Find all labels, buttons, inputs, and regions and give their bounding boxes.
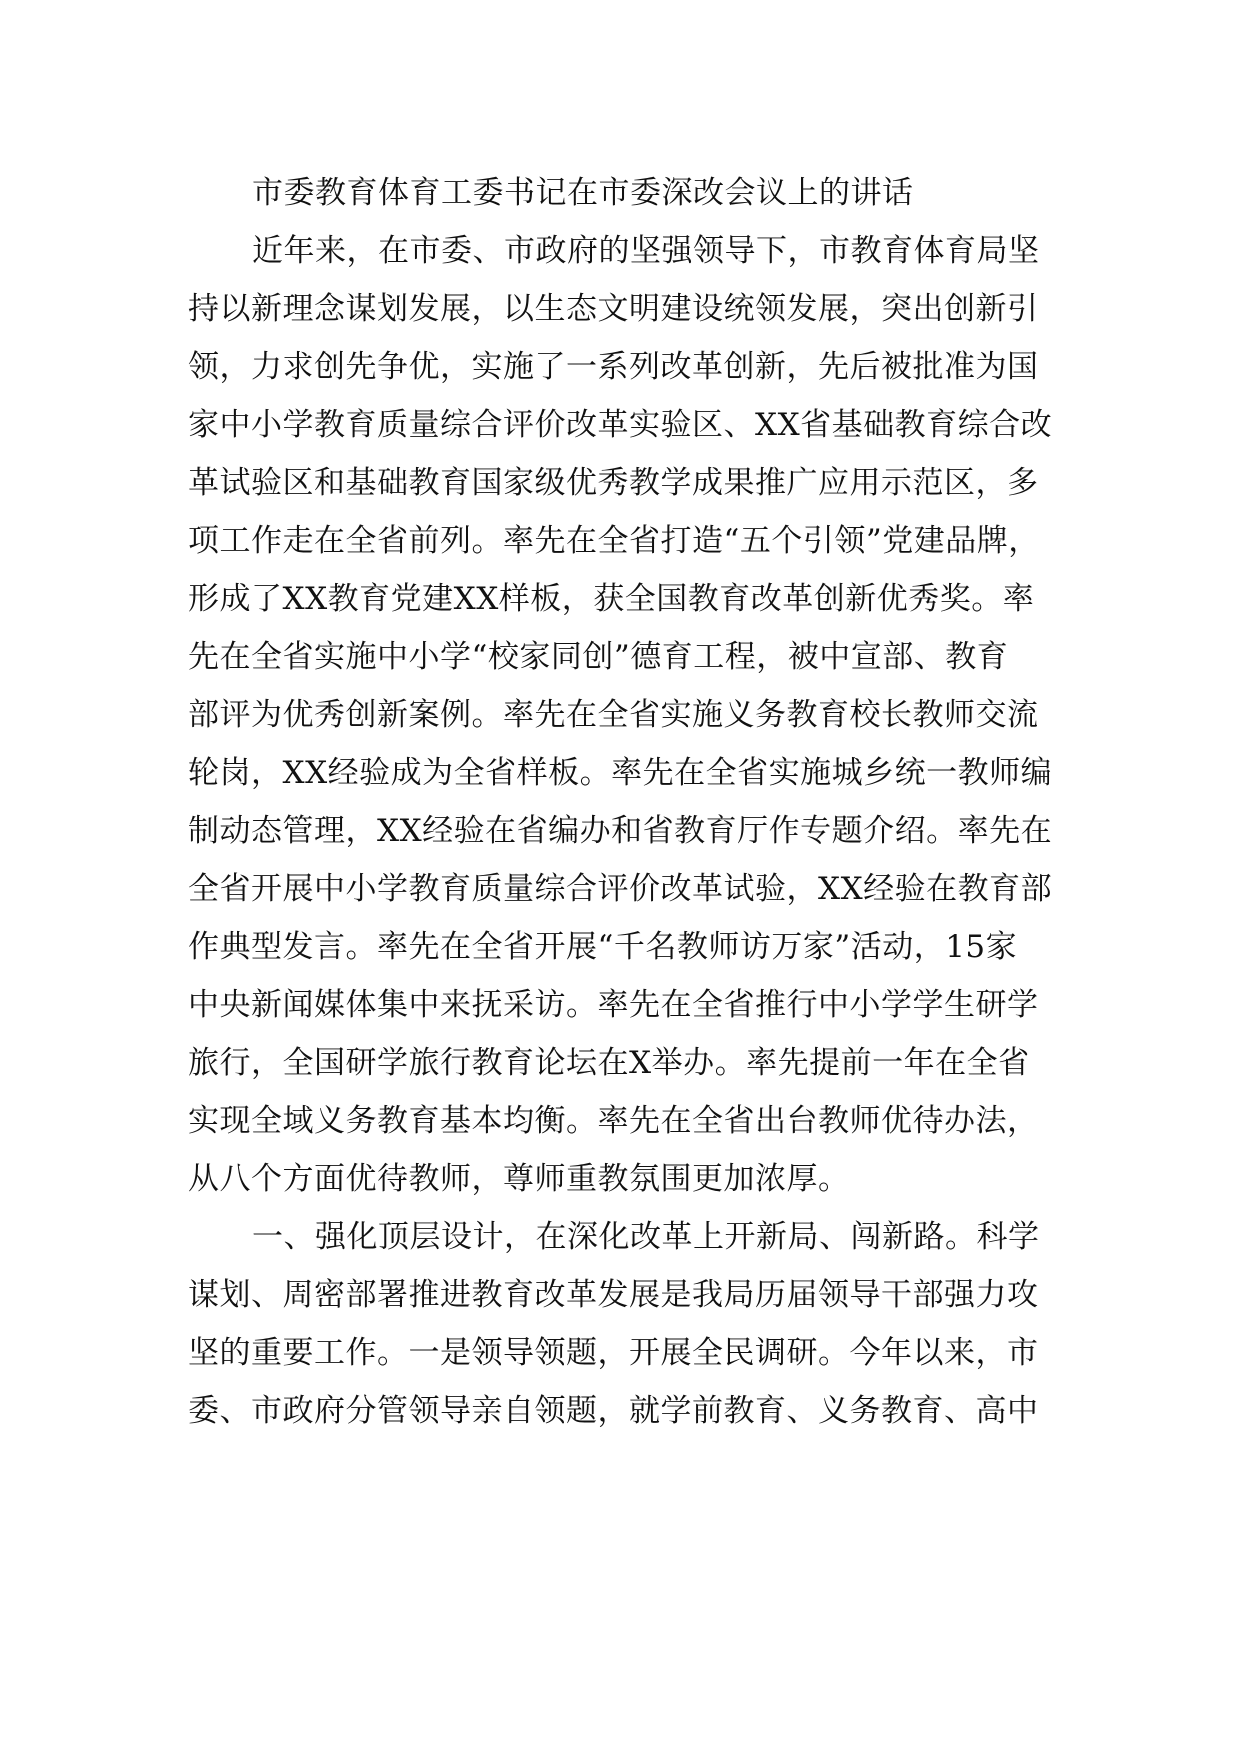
paragraph-line: 一、强化顶层设计，在深化改革上开新局、闯新路。科学 (252, 1219, 1040, 1255)
paragraph-line: 制动态管理，XX经验在省编办和省教育厅作专题介绍。率先在 (188, 813, 1053, 849)
paragraph-line: 中央新闻媒体集中来抚采访。率先在全省推行中小学学生研学 (188, 987, 1039, 1023)
paragraph-line: 近年来，在市委、市政府的坚强领导下，市教育体育局坚 (252, 233, 1040, 269)
paragraph-line: 持以新理念谋划发展，以生态文明建设统领发展，突出创新引 (188, 291, 1039, 327)
paragraph-line: 作典型发言。率先在全省开展“千名教师访万家”活动，15家 (188, 929, 1018, 965)
paragraph-line: 坚的重要工作。一是领导领题，开展全民调研。今年以来，市 (188, 1335, 1039, 1371)
paragraph-line: 实现全域义务教育基本均衡。率先在全省出台教师优待办法， (188, 1103, 1039, 1139)
paragraph-line: 全省开展中小学教育质量综合评价改革试验，XX经验在教育部 (188, 871, 1053, 907)
paragraph-line: 形成了XX教育党建XX样板，获全国教育改革创新优秀奖。率 (188, 581, 1035, 617)
paragraph-line: 领，力求创先争优，实施了一系列改革创新，先后被批准为国 (188, 349, 1039, 385)
paragraph-line: 轮岗，XX经验成为全省样板。率先在全省实施城乡统一教师编 (188, 755, 1053, 791)
paragraph-line: 家中小学教育质量综合评价改革实验区、XX省基础教育综合改 (188, 407, 1053, 443)
paragraph-line: 革试验区和基础教育国家级优秀教学成果推广应用示范区，多 (188, 465, 1039, 501)
paragraph-line: 先在全省实施中小学“校家同创”德育工程，被中宣部、教育 (188, 639, 1009, 675)
document-title: 市委教育体育工委书记在市委深改会议上的讲话 (252, 175, 914, 211)
paragraph-line: 项工作走在全省前列。率先在全省打造“五个引领”党建品牌， (188, 523, 1040, 559)
paragraph-line: 从八个方面优待教师，尊师重教氛围更加浓厚。 (188, 1161, 850, 1197)
paragraph-line: 部评为优秀创新案例。率先在全省实施义务教育校长教师交流 (188, 697, 1039, 733)
paragraph-line: 委、市政府分管领导亲自领题，就学前教育、义务教育、高中 (188, 1393, 1039, 1429)
paragraph-line: 旅行，全国研学旅行教育论坛在X举办。率先提前一年在全省 (188, 1045, 1030, 1081)
paragraph-line: 谋划、周密部署推进教育改革发展是我局历届领导干部强力攻 (188, 1277, 1039, 1313)
